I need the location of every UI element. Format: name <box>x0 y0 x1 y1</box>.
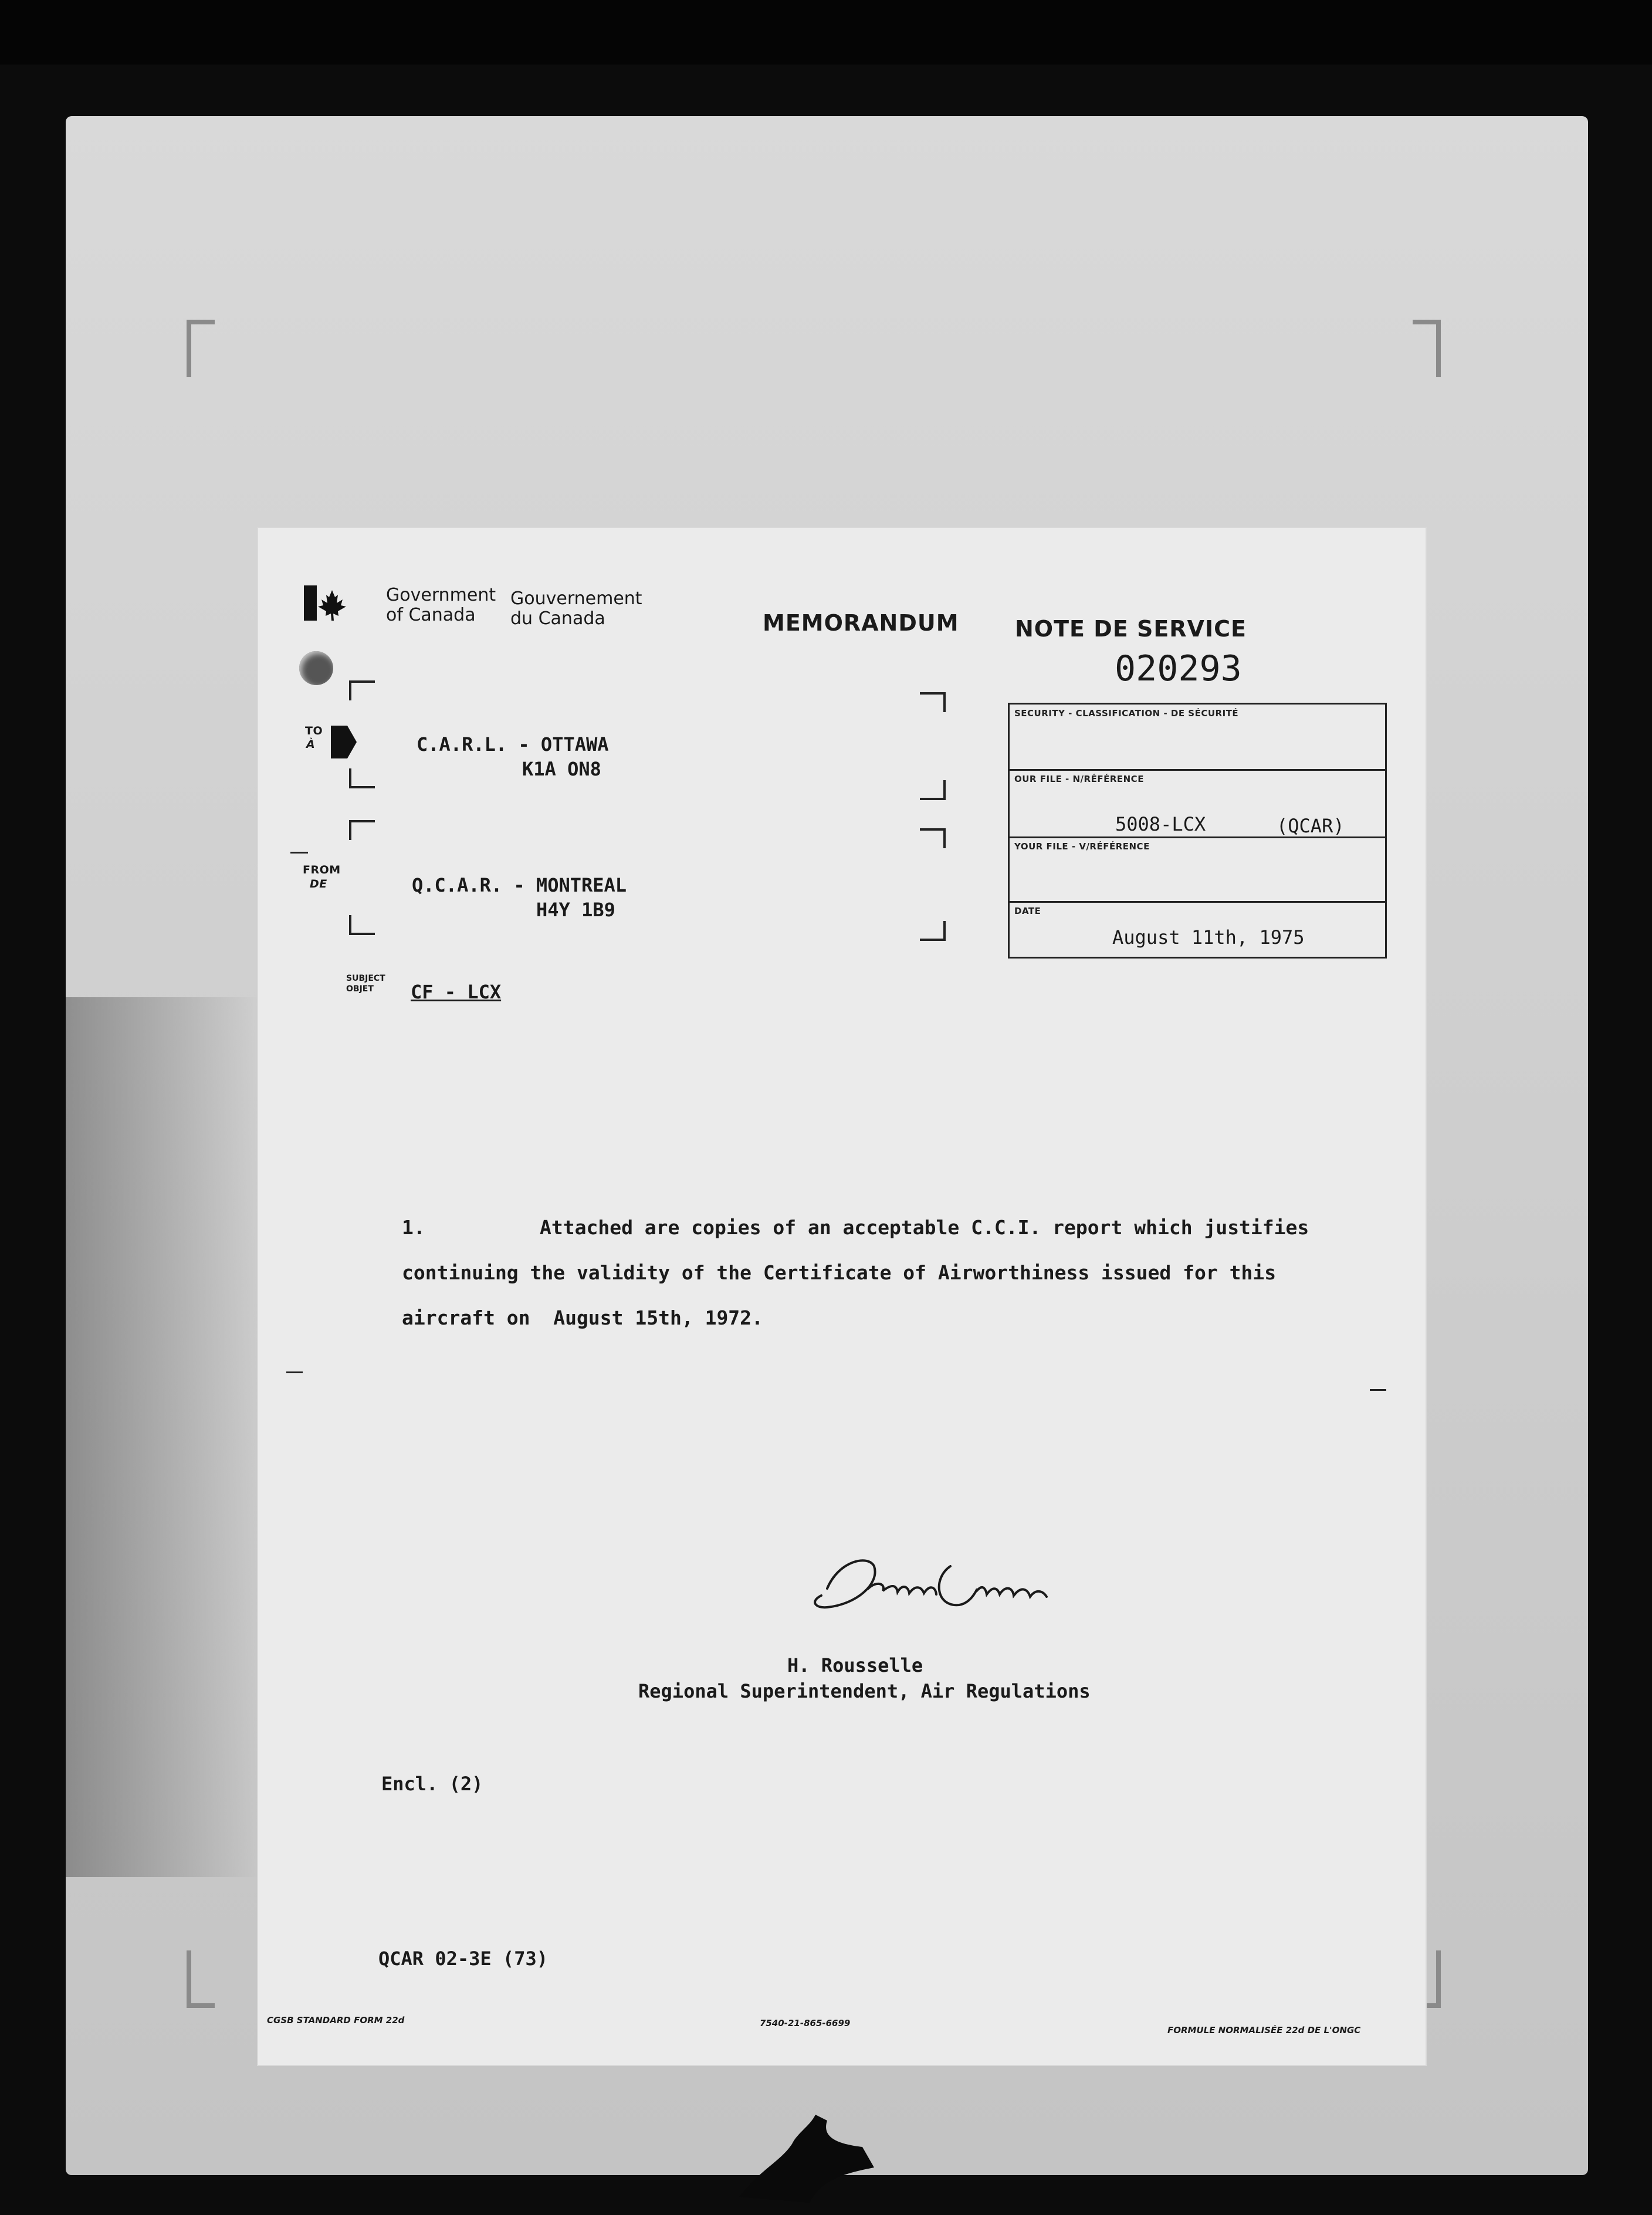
footer-left: CGSB STANDARD FORM 22d <box>267 2015 405 2026</box>
bracket-to-tr <box>920 692 946 712</box>
crop-mark-top-right <box>1413 320 1441 377</box>
enclosure: Encl. (2) <box>381 1773 483 1795</box>
government-of-canada-fr: Gouvernement du Canada <box>510 588 642 629</box>
bracket-from-tl <box>349 820 375 840</box>
body-line-1: Attached are copies of an acceptable C.C.I. report which justifies <box>540 1216 1309 1239</box>
serial-number: 020293 <box>1115 648 1242 689</box>
your-file-label: YOUR FILE - V/RÉFÉRENCE <box>1014 841 1150 852</box>
body-line-3: aircraft on August 15th, 1972. <box>402 1306 763 1329</box>
signer-name: H. Rousselle <box>787 1654 923 1677</box>
bracket-from-br <box>920 921 946 941</box>
from-label-en: FROM <box>303 863 341 876</box>
from-label-fr: DE <box>310 878 327 890</box>
our-file-value: 5008-LCX <box>1115 813 1206 835</box>
film-border-top <box>0 0 1652 65</box>
fold-mark-left <box>286 1371 303 1373</box>
bracket-to-bl <box>349 768 375 788</box>
form-code: QCAR 02-3E (73) <box>378 1948 548 1970</box>
paragraph-number: 1. <box>402 1216 425 1239</box>
footer-right: FORMULE NORMALISÉE 22d DE L'ONGC <box>1167 2025 1361 2036</box>
government-of-canada-en: Government of Canada <box>386 585 496 625</box>
date-value: August 11th, 1975 <box>1112 926 1305 949</box>
security-classification-label: SECURITY - CLASSIFICATION - DE SÉCURITÉ <box>1014 708 1239 719</box>
from-address: Q.C.A.R. - MONTREAL H4Y 1B9 <box>412 874 627 921</box>
arrow-right-icon <box>330 724 359 760</box>
subject-label-en: SUBJECT <box>346 974 385 983</box>
memorandum-heading: MEMORANDUM <box>763 610 959 636</box>
to-label-fr: À <box>306 738 316 751</box>
bracket-to-br <box>920 780 946 800</box>
to-label-en: TO <box>305 724 323 737</box>
date-label: DATE <box>1014 906 1041 916</box>
bracket-from-tr <box>920 828 946 848</box>
our-file-suffix: (QCAR) <box>1277 815 1345 837</box>
our-file-label: OUR FILE - N/RÉFÉRENCE <box>1014 774 1144 784</box>
subject-label-fr: OBJET <box>346 984 374 994</box>
memo-paper <box>258 528 1426 2065</box>
bracket-to-tl <box>349 680 375 700</box>
subject-value: CF - LCX <box>411 981 502 1003</box>
fold-mark-right <box>1370 1389 1386 1391</box>
footer-center: 7540-21-865-6699 <box>760 2018 851 2028</box>
crop-mark-top-left <box>187 320 215 377</box>
fold-mark <box>290 852 308 854</box>
punch-hole <box>299 651 333 685</box>
mount-shadow <box>66 997 259 1877</box>
to-address: C.A.R.L. - OTTAWA K1A ON8 <box>417 733 609 780</box>
handwritten-signature <box>804 1543 1074 1625</box>
film-scratch <box>727 2079 892 2215</box>
reference-box <box>1008 703 1387 959</box>
signer-title: Regional Superintendent, Air Regulations <box>638 1680 1091 1702</box>
body-line-2: continuing the validity of the Certificate of Airworthiness issued for this <box>402 1261 1277 1284</box>
bracket-from-bl <box>349 915 375 935</box>
canada-flag-icon <box>304 585 363 621</box>
crop-mark-bottom-left <box>187 1950 215 2008</box>
note-de-service-heading: NOTE DE SERVICE <box>1015 616 1247 642</box>
